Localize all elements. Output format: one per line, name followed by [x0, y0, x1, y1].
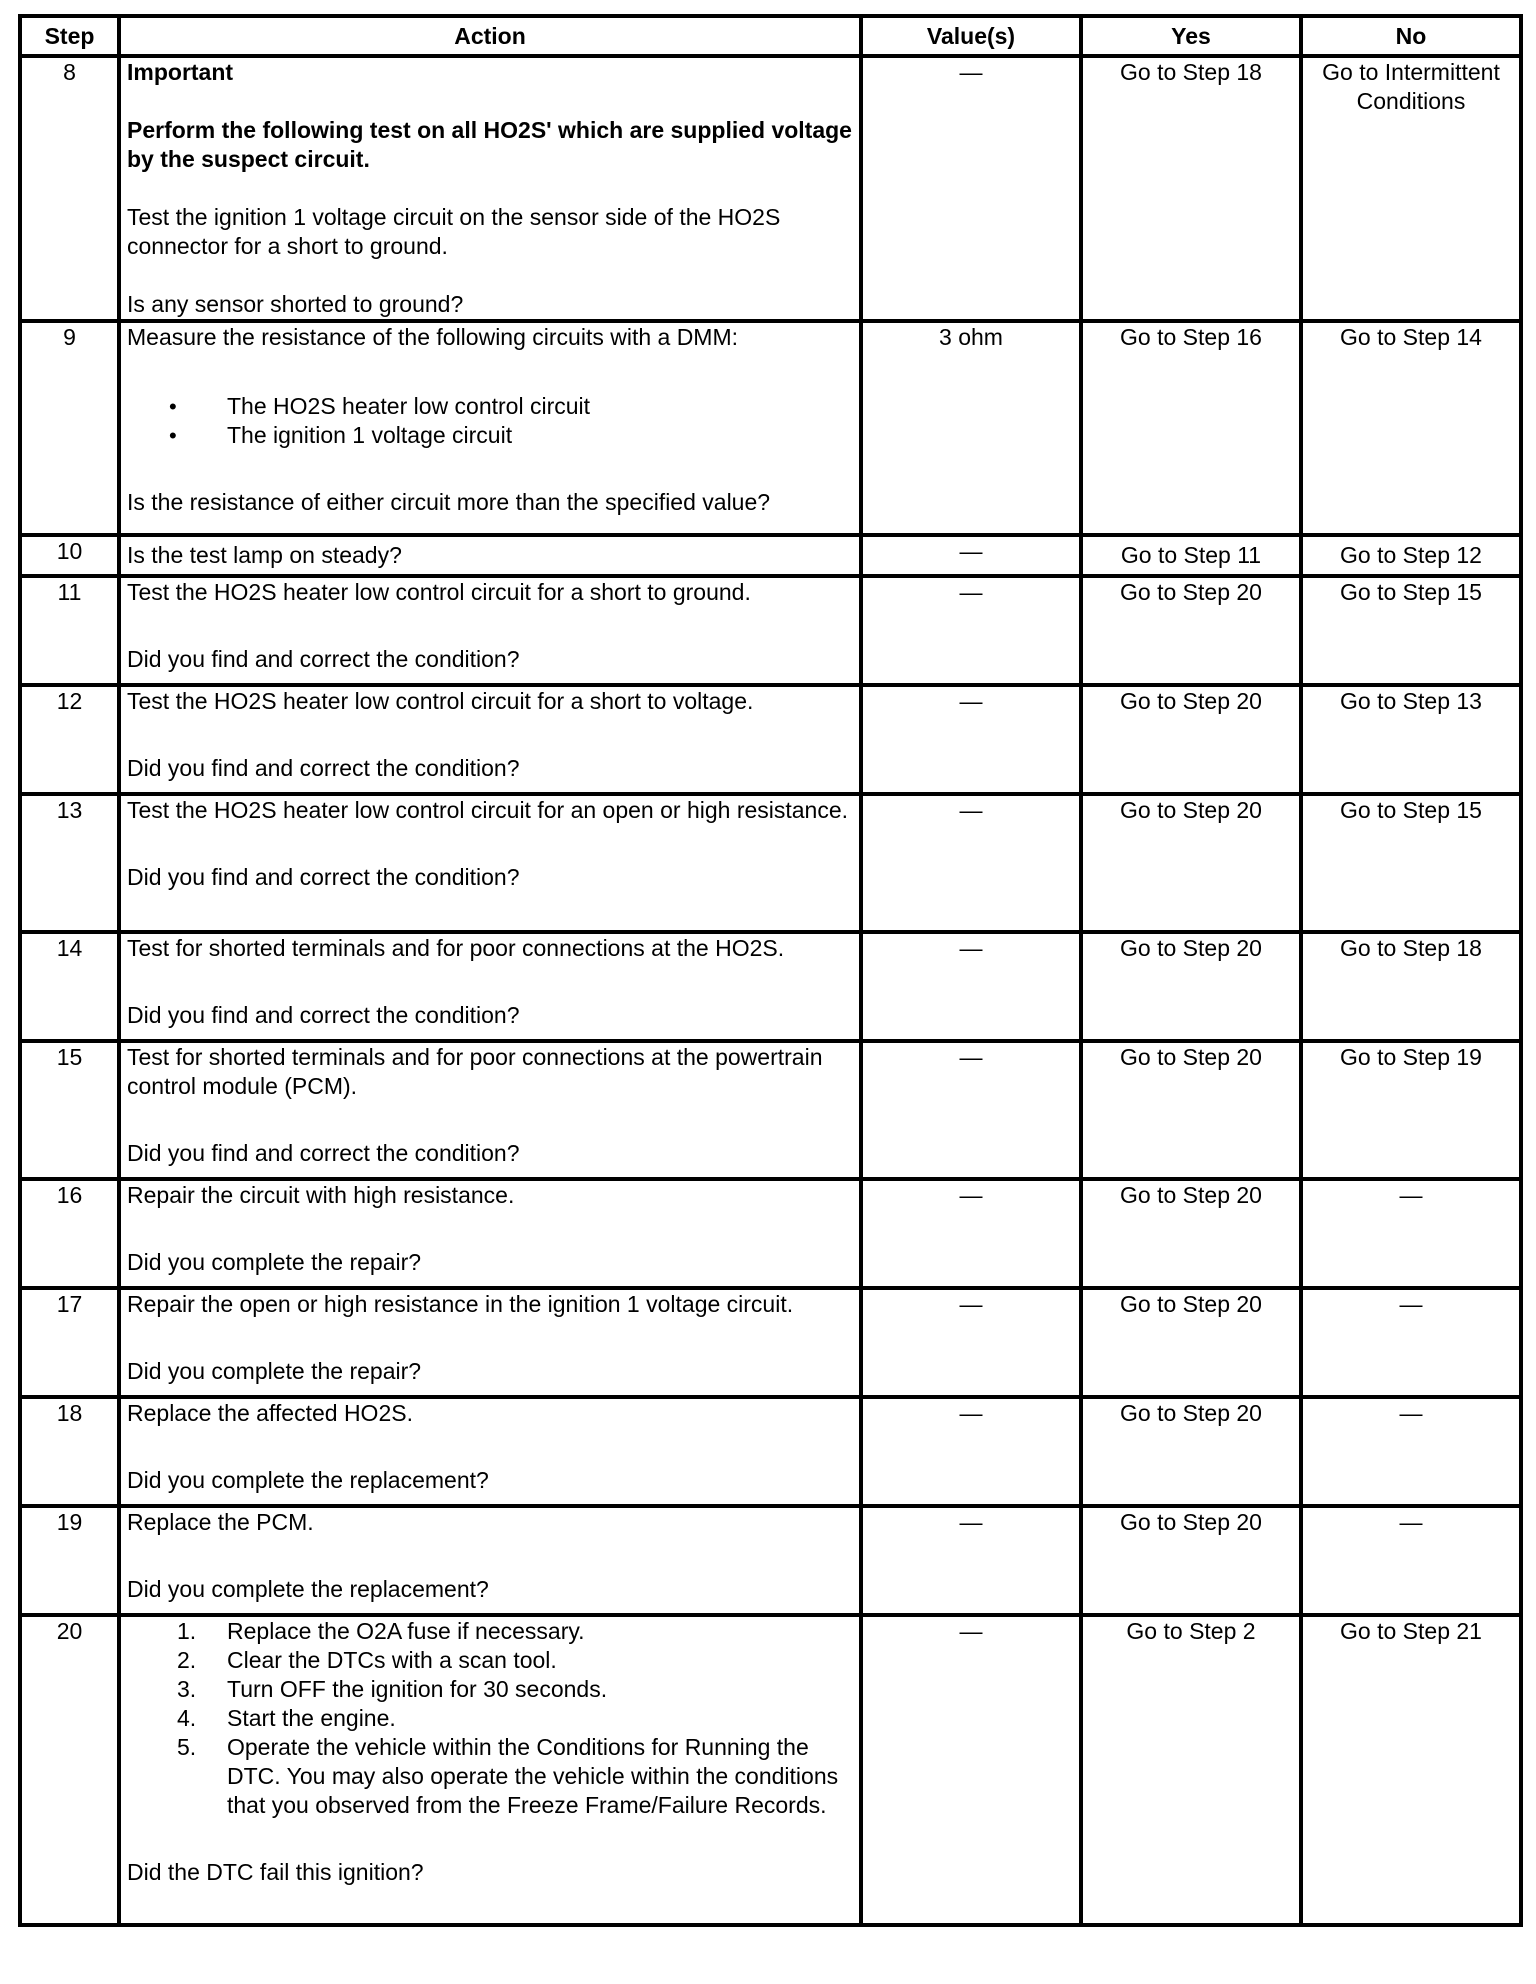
list-item: • The ignition 1 voltage circuit — [227, 421, 853, 450]
action-cell — [119, 1288, 861, 1397]
list-item: 2. Clear the DTCs with a scan tool. — [177, 1647, 557, 1673]
action-text: Test the ignition 1 voltage circuit on the sensor side of the HO2S connector for a short to ground. — [127, 204, 781, 259]
action-text: Test the HO2S heater low control circuit for a short to ground. — [127, 579, 751, 605]
table-row — [20, 1179, 1521, 1288]
bullet-list — [127, 392, 853, 450]
table-row — [20, 1041, 1521, 1179]
step-number: 18 — [20, 1397, 119, 1506]
action-question: Did you find and correct the condition? — [127, 864, 520, 890]
action-cell — [119, 56, 861, 321]
no-cell: — — [1301, 1397, 1521, 1506]
action-cell — [119, 685, 861, 794]
list-item: 4. Start the engine. — [177, 1705, 396, 1731]
table-row — [20, 685, 1521, 794]
no-cell: — — [1301, 1506, 1521, 1615]
diagnostic-table — [18, 14, 1523, 1927]
value-cell: — — [861, 56, 1081, 321]
value-cell: — — [861, 1506, 1081, 1615]
yes-cell: Go to Step 20 — [1081, 1506, 1301, 1615]
list-item: 1. Replace the O2A fuse if necessary. — [177, 1618, 585, 1644]
action-text: Test for shorted terminals and for poor connections at the HO2S. — [127, 935, 785, 961]
no-cell: — — [1301, 1288, 1521, 1397]
no-cell: — — [1301, 1179, 1521, 1288]
action-question: Did you complete the repair? — [127, 1358, 422, 1384]
step-number: 19 — [20, 1506, 119, 1615]
action-text: Replace the PCM. — [127, 1509, 314, 1535]
step-number: 13 — [20, 794, 119, 932]
list-item: 3. Turn OFF the ignition for 30 seconds. — [177, 1676, 608, 1702]
step-number: 20 — [20, 1615, 119, 1925]
value-cell: — — [861, 794, 1081, 932]
step-number: 8 — [20, 56, 119, 321]
header-no: No — [1301, 16, 1521, 56]
action-cell — [119, 1506, 861, 1615]
table-row — [20, 1615, 1521, 1925]
step-number: 10 — [20, 535, 119, 576]
yes-cell: Go to Step 20 — [1081, 1288, 1301, 1397]
table-row — [20, 1288, 1521, 1397]
no-cell: Go to Step 21 — [1301, 1615, 1521, 1925]
header-step: Step — [20, 16, 119, 56]
important-note: Perform the following test on all HO2S' which are supplied voltage by the suspect circuit. — [127, 117, 852, 172]
header-yes: Yes — [1081, 16, 1301, 56]
list-item: 5. Operate the vehicle within the Conditions for Running the DTC. You may also operate the vehicle within the conditions that you observed from the Freeze Frame/Failure Records. — [177, 1734, 839, 1818]
list-item: • The HO2S heater low control circuit — [227, 392, 853, 421]
action-cell — [119, 932, 861, 1041]
value-cell: — — [861, 576, 1081, 685]
yes-cell: Go to Step 20 — [1081, 1041, 1301, 1179]
action-question: Did the DTC fail this ignition? — [127, 1859, 424, 1885]
step-number: 15 — [20, 1041, 119, 1179]
numbered-list — [127, 1617, 853, 1820]
table-row — [20, 321, 1521, 535]
yes-cell: Go to Step 2 — [1081, 1615, 1301, 1925]
no-cell: Go to Step 15 — [1301, 794, 1521, 932]
no-cell: Go to Step 14 — [1301, 321, 1521, 535]
action-question: Did you find and correct the condition? — [127, 1140, 520, 1166]
value-cell: — — [861, 535, 1081, 576]
action-text: Test for shorted terminals and for poor connections at the powertrain control module (PCM). — [127, 1044, 823, 1099]
yes-cell: Go to Step 20 — [1081, 1179, 1301, 1288]
yes-cell: Go to Step 11 — [1081, 535, 1301, 576]
table-row — [20, 535, 1521, 576]
action-question: Did you complete the replacement? — [127, 1576, 489, 1602]
step-number: 9 — [20, 321, 119, 535]
yes-cell: Go to Step 20 — [1081, 794, 1301, 932]
yes-cell: Go to Step 20 — [1081, 685, 1301, 794]
action-question: Is the resistance of either circuit more than the specified value? — [127, 489, 771, 515]
yes-cell: Go to Step 18 — [1081, 56, 1301, 321]
step-number: 11 — [20, 576, 119, 685]
table-row — [20, 576, 1521, 685]
yes-cell: Go to Step 20 — [1081, 576, 1301, 685]
action-question: Did you find and correct the condition? — [127, 755, 520, 781]
action-cell — [119, 1615, 861, 1925]
header-action: Action — [119, 16, 861, 56]
no-cell: Go to Step 15 — [1301, 576, 1521, 685]
action-cell — [119, 1179, 861, 1288]
action-cell — [119, 794, 861, 932]
value-cell: — — [861, 932, 1081, 1041]
action-question: Did you find and correct the condition? — [127, 1002, 520, 1028]
table-row — [20, 932, 1521, 1041]
action-text: Repair the circuit with high resistance. — [127, 1182, 515, 1208]
yes-cell: Go to Step 20 — [1081, 1397, 1301, 1506]
value-cell: 3 ohm — [861, 321, 1081, 535]
table-row — [20, 794, 1521, 932]
step-number: 14 — [20, 932, 119, 1041]
yes-cell: Go to Step 20 — [1081, 932, 1301, 1041]
action-cell — [119, 1397, 861, 1506]
step-number: 17 — [20, 1288, 119, 1397]
action-cell — [119, 321, 861, 535]
value-cell: — — [861, 1041, 1081, 1179]
step-number: 12 — [20, 685, 119, 794]
header-values: Value(s) — [861, 16, 1081, 56]
no-cell: Go to Step 19 — [1301, 1041, 1521, 1179]
value-cell: — — [861, 1288, 1081, 1397]
action-text: Test the HO2S heater low control circuit for a short to voltage. — [127, 688, 754, 714]
action-text: Measure the resistance of the following circuits with a DMM: — [127, 324, 739, 350]
value-cell: — — [861, 685, 1081, 794]
value-cell: — — [861, 1179, 1081, 1288]
value-cell: — — [861, 1397, 1081, 1506]
no-cell: Go to Step 12 — [1301, 535, 1521, 576]
action-text: Repair the open or high resistance in the ignition 1 voltage circuit. — [127, 1291, 794, 1317]
header-row — [20, 16, 1521, 56]
important-label: Important — [127, 59, 234, 85]
no-cell: Go to Step 18 — [1301, 932, 1521, 1041]
action-question: Did you complete the replacement? — [127, 1467, 489, 1493]
table-row — [20, 1506, 1521, 1615]
action-text: Replace the affected HO2S. — [127, 1400, 413, 1426]
action-question: Did you find and correct the condition? — [127, 646, 520, 672]
step-number: 16 — [20, 1179, 119, 1288]
action-question: Is the test lamp on steady? — [119, 535, 861, 576]
table-row — [20, 1397, 1521, 1506]
value-cell: — — [861, 1615, 1081, 1925]
yes-cell: Go to Step 16 — [1081, 321, 1301, 535]
no-cell: Go to Intermittent Conditions — [1301, 56, 1521, 321]
action-cell — [119, 1041, 861, 1179]
action-text: Test the HO2S heater low control circuit for an open or high resistance. — [127, 797, 849, 823]
action-cell — [119, 576, 861, 685]
no-cell: Go to Step 13 — [1301, 685, 1521, 794]
action-question: Did you complete the repair? — [127, 1249, 422, 1275]
table-row — [20, 56, 1521, 321]
action-question: Is any sensor shorted to ground? — [127, 291, 464, 317]
